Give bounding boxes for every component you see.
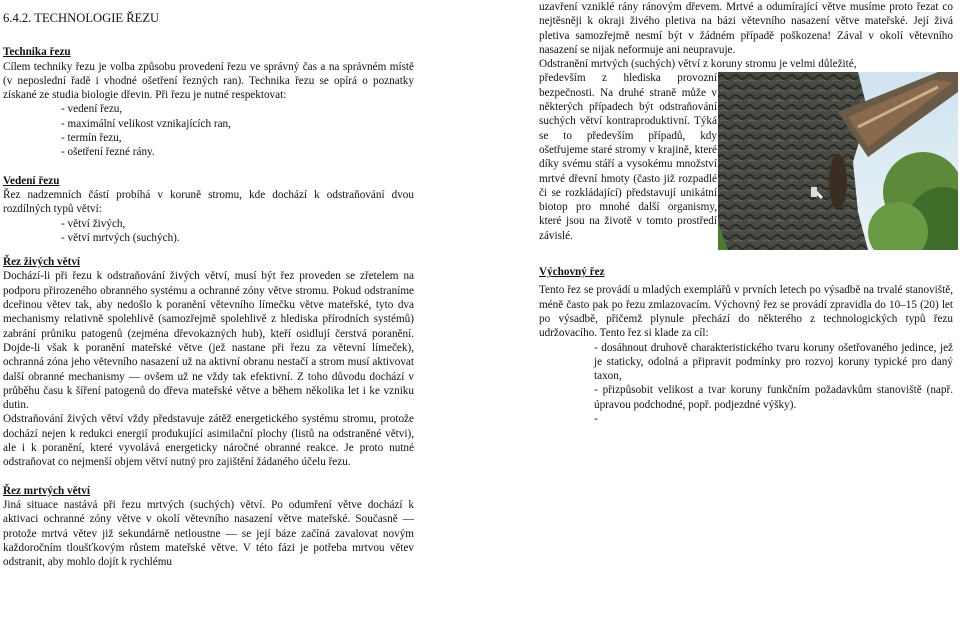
list-item: - dosáhnout druhově charakteristického tvaru koruny ošetřovaného jedince, jež je staticky, odolná a připravit podmínky pro rozvoj koruny typické pro daný taxon, (594, 341, 953, 383)
section-heading: 6.4.2. TECHNOLOGIE ŘEZU (3, 11, 160, 25)
list-item: - větví mrtvých (suchých). (61, 231, 414, 245)
odstraneni-paragraph: především z hlediska provozní bezpečnosti. Na druhé straně může v některých případech být odstraňování suchých větví kontraproduktivní. Týká se to především případů, kdy ošetřujeme staré stromy v krajině, které díky svému stáří a vysokému množství mrtvé dřevní hmoty (často již rozpadlé či se rozkládající) představují unikátní biotop pro mnohé další organismy, které jsou na životě v tomto prostředí závislé. (539, 72, 717, 242)
list-item: - vedení řezu, (61, 102, 414, 116)
continuation-paragraph: uzavření vzniklé rány ránovým dřevem. Mrtvé a odumírající větve musíme proto řezat co nejtěsněji k okraji živého pletiva na bázi větevního nasazení větve mateřské. Její živá pletiva samozřejmě nesmí být v žádném případě poškozena! Zával v okolí větevního nasazení se nijak neformuje ani neupravuje. (539, 1, 953, 56)
tree-trunk-image (718, 72, 958, 250)
tree-trunk-photo (718, 72, 958, 250)
subheading-mrtve: Řez mrtvých větví (3, 484, 90, 497)
list-item: - ošetření řezné rány. (61, 145, 414, 159)
odstraneni-first-line: Odstranění mrtvých (suchých) větví z koruny stromu je velmi důležité, (539, 58, 857, 71)
list-item: - maximální velikost vznikajících ran, (61, 117, 414, 131)
subheading-vedeni: Vedení řezu (3, 174, 60, 187)
zive-paragraph-1: Dochází-li při řezu k odstraňování živých větví, musí být řez proveden se zřetelem na podporu přirozeného obranného systému a ochranné zóny větve stromu. Pokud odstraníme dceřinou větev tak, aby nedošlo k poranění větevního límečku větve mateřské, tyto dva mechanismy relativně spolehlivě (samozřejmě spolehlivě z hlediska přírodních systémů) zabrání průniku patogenů (zejména dřevokazných hub), kteří osidlují čerstvá poranění. Dojde-li však k poranění mateřské větve (jež nastane při řezu za větevní límeček), ochranná zóna jeho větevního nasazení už na aktivní obranu nestačí a strom musí aktivovat další obranné mechanismy — ovšem už ne vždy tak efektivní. Z toho důvodu dochází v průběhu času k šíření patogenů do dřeva mateřské větve a během několika let i ke vzniku dutin. (3, 270, 414, 412)
vedeni-list (3, 217, 414, 246)
vychovny-paragraph: Tento řez se provádí u mladých exemplářů v prvních letech po výsadbě na trvalé stanoviště, méně často pak po řezu zmlazovacím. Výchovný řez se provádí zpravidla do 10–15 (20) let po výsadbě, přičemž plynule přechází do některého z technologických typů řezu udržovacího. Tento řez si klade za cíl: (539, 284, 953, 340)
list-item: - (594, 413, 598, 426)
left-column (3, 11, 414, 569)
technika-paragraph: Cílem techniky řezu je volba způsobu provedení řezu ve správný čas a na správném místě (v neposlední řadě i vhodné ošetření řezných ran). Technika řezu se opírá o poznatky získané ze studia biologie dřevin. Při řezu je nutné respektovat: (3, 60, 414, 102)
subheading-vychovny: Výchovný řez (539, 266, 605, 279)
vychovny-list (539, 341, 953, 427)
technika-list (3, 102, 414, 159)
list-item: - termín řezu, (61, 131, 414, 145)
subheading-technika: Technika řezu (3, 46, 71, 59)
subheading-zive: Řez živých větví (3, 256, 81, 269)
mrtve-paragraph: Jiná situace nastává při řezu mrtvých (suchých) větví. Po odumření větve dochází k aktivaci ochranné zóny větve v okolí větevního nasazení větve mateřské. Současně — protože mrtvá větev již sekundárně netloustne — se její báze začíná zavalovat novým každoročním tloušťkovým růstem mateřské větve. V této fázi je potřeba mrtvou větev odstranit, aby mohlo dojít k rychlému (3, 498, 414, 569)
list-item: - větví živých, (61, 217, 414, 231)
zive-paragraph-2: Odstraňování živých větví vždy představuje zátěž energetického systému stromu, protože dochází nejen k redukci energií produkující asimilační plochy (listů na odstraněné větvi), ale i k poranění, které vyvolává energeticky náročné obranné reakce. Je proto nutné odstraňovat co nejmenší objem větví nutný pro zajištění žádaného účelu řezu. (3, 413, 414, 469)
list-item: - přizpůsobit velikost a tvar koruny funkčním požadavkům stanoviště (např. úpravou podchodné, popř. podjezdné výšky). (594, 384, 953, 411)
vedeni-paragraph: Řez nadzemních částí probíhá v koruně stromu, kde dochází k odstraňování dvou rozdílných typů větví: (3, 188, 414, 216)
